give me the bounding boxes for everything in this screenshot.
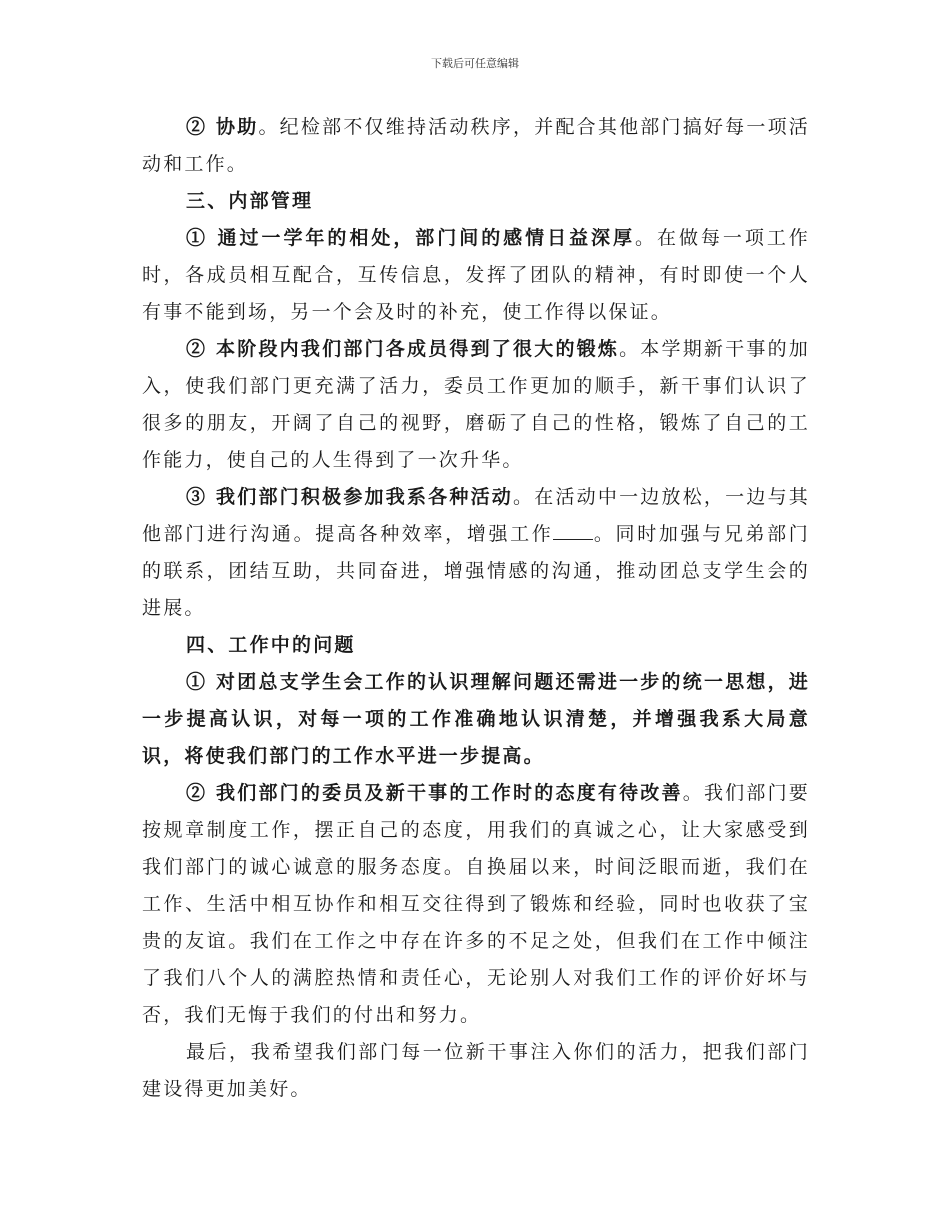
paragraph-lead: ① 通过一学年的相处，部门间的感情日益深厚 bbox=[186, 227, 635, 249]
paragraph-text: 。纪检部不仅维持活动秩序，并配合其他部门搞好每一项活动和工作。 bbox=[142, 116, 810, 175]
paragraph-activities bbox=[142, 479, 810, 627]
paragraph-attitude bbox=[142, 775, 810, 1034]
heading-text: 三、内部管理 bbox=[186, 190, 314, 212]
paragraph-lead: ② 我们部门的委员及新干事的工作时的态度有待改善 bbox=[186, 782, 683, 804]
paragraph-text: 。在做每一项工作时，各成员相互配合，互传信息，发挥了团队的精神，有时即使一个人有事不能到场，另一个会及时的补充，使工作得以保证。 bbox=[142, 227, 810, 323]
paragraph-lead: ① 对团总支学生会工作的认识理解问题还需进一步的统一思想，进一步提高认识，对每一项的工作准确地认识清楚，并增强我系大局意识，将使我们部门的工作水平进一步提高。 bbox=[142, 671, 810, 767]
paragraph-text: 最后，我希望我们部门每一位新干事注入你们的活力，把我们部门建设得更加美好。 bbox=[142, 1041, 810, 1100]
paragraph-understanding bbox=[142, 664, 810, 775]
paragraph-lead: ③ 我们部门积极参加我系各种活动 bbox=[186, 486, 514, 508]
fill-in-blank bbox=[553, 519, 593, 540]
paragraph-text: 。我们部门要按规章制度工作，摆正自己的态度，用我们的真诚之心，让大家感受到我们部门的诚心诚意的服务态度。自换届以来，时间泛眼而逝，我们在工作、生活中相互协作和相互交往得到了锻炼和经验，同时也收获了宝贵的友谊。我们在工作之中存在许多的不足之处，但我们在工作中倾注了我们八个人的满腔热情和责任心，无论别人对我们工作的评价好坏与否，我们无悔于我们的付出和努力。 bbox=[142, 782, 810, 1026]
paragraph-lead: ② 协助 bbox=[186, 116, 259, 138]
paragraph-assist bbox=[142, 109, 810, 183]
paragraph-training bbox=[142, 331, 810, 479]
heading-text: 四、工作中的问题 bbox=[186, 634, 356, 656]
paragraph-relationship bbox=[142, 220, 810, 331]
paragraph-text: 。本学期新干事的加入，使我们部门更充满了活力，委员工作更加的顺手，新干事们认识了很多的朋友，开阔了自己的视野，磨砺了自己的性格，锻炼了自己的工作能力，使自己的人生得到了一次升华。 bbox=[142, 338, 810, 471]
section-heading-work-problems bbox=[142, 627, 810, 664]
paragraph-text: 。在活动中一边放松，一边与其他部门进行沟通。提高各种效率，增强工作 bbox=[142, 486, 810, 545]
paragraph-text-continued: 。同时加强与兄弟部门的联系，团结互助，共同奋进，增强情感的沟通，推动团总支学生会的进展。 bbox=[142, 523, 810, 619]
section-heading-internal-management bbox=[142, 183, 810, 220]
document-body bbox=[142, 109, 810, 1108]
page-header: 下载后可任意编辑 bbox=[431, 57, 519, 70]
paragraph-closing bbox=[142, 1034, 810, 1108]
paragraph-lead: ② 本阶段内我们部门各成员得到了很大的锻炼 bbox=[186, 338, 620, 360]
